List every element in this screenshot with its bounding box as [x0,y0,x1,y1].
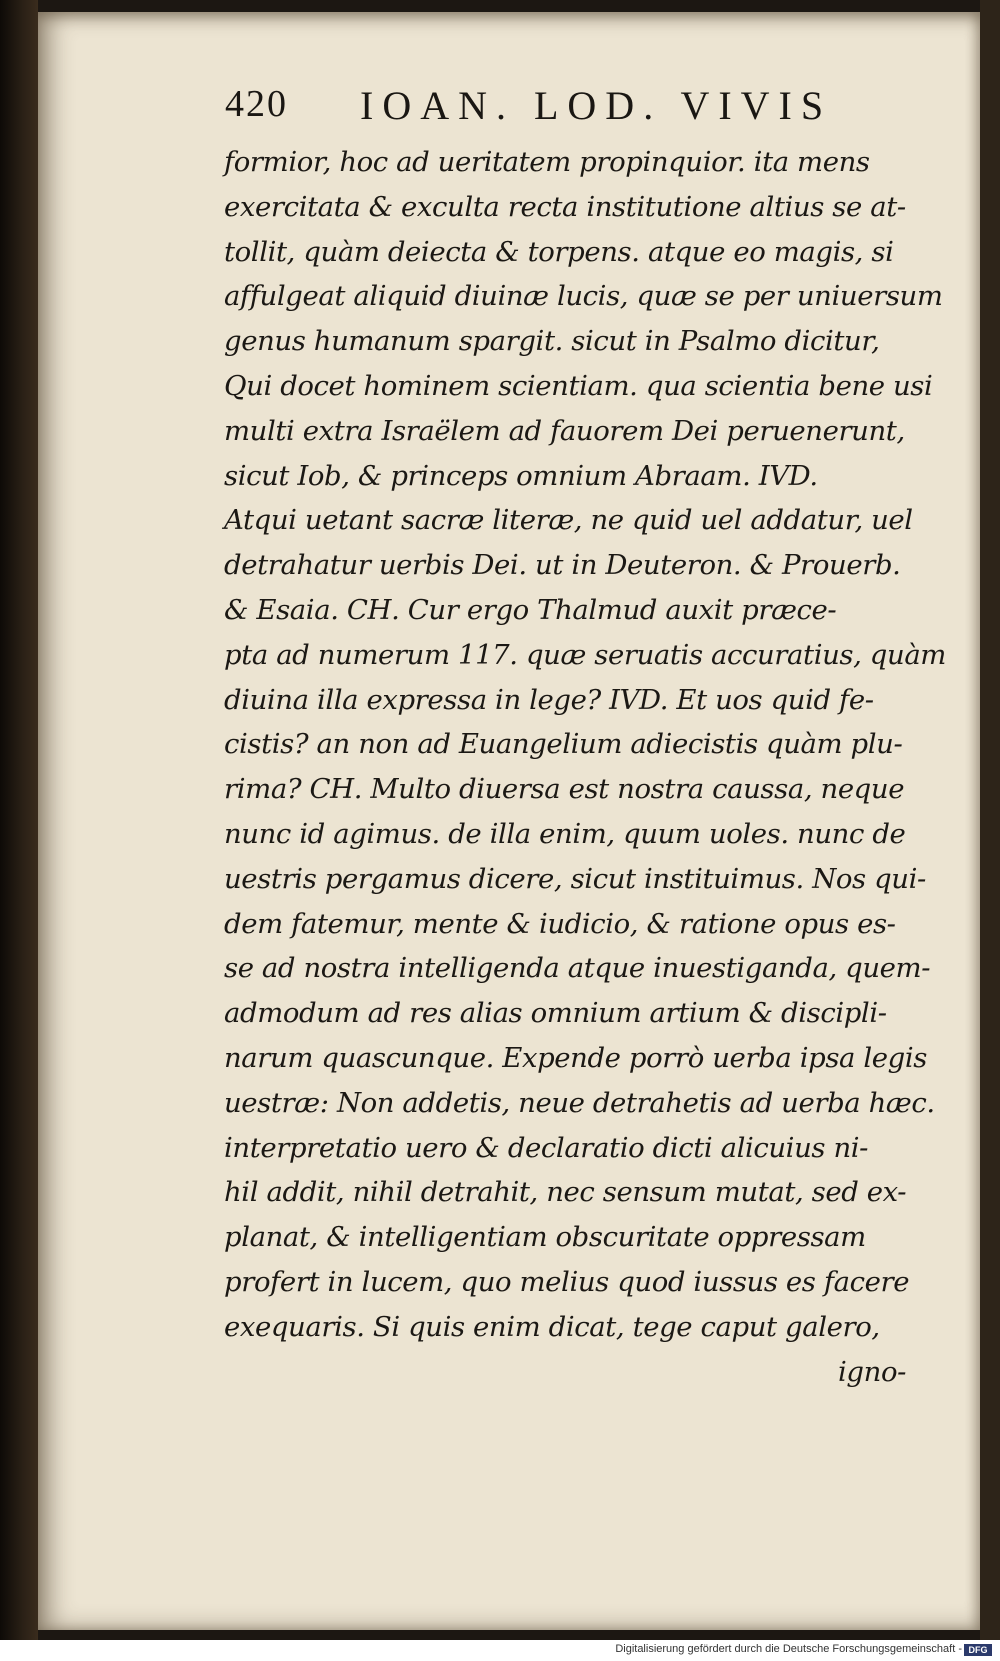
text-line: uestris pergamus dicere, sicut instituimus. Nos qui- [224,862,926,895]
funding-credit: Digitalisierung gefördert durch die Deutsche Forschungsgemeinschaft - [615,1643,962,1655]
book-spine-edge [0,0,38,1640]
text-line: pta ad numerum 117. quæ seruatis accuratius, quàm [224,638,946,671]
page-number: 420 [225,83,288,125]
text-line: se ad nostra intelligenda atque inuestiganda, quem- [224,952,931,985]
text-line: sicut Iob, & princeps omnium Abraam. IVD. [224,459,818,492]
text-line: formior, hoc ad ueritatem propinquior. ita mens [224,146,870,178]
text-line: & Esaia. CH. Cur ergo Thalmud auxit præce- [224,593,837,626]
text-line: exequaris. Si quis enim dicat, tege caput galero, [224,1310,880,1343]
text-line: Atqui uetant sacræ literæ, ne quid uel addatur, uel [224,504,913,537]
running-head: IOAN. LOD. VIVIS [360,83,833,128]
text-line: Qui docet hominem scientiam. qua scientia bene usi [224,369,933,402]
text-line: narum quascunque. Expende porrò uerba ipsa legis [224,1041,927,1074]
text-line: tollit, quàm deiecta & torpens. atque eo magis, si [224,235,894,268]
text-line: interpretatio uero & declaratio dicti alicuius ni- [224,1131,869,1164]
page-header [225,82,865,132]
text-line: planat, & intelligentiam obscuritate oppressam [224,1221,866,1254]
text-line: genus humanum spargit. sicut in Psalmo dicitur, [224,325,880,358]
text-line: hil addit, nihil detrahit, nec sensum mutat, sed ex- [224,1176,907,1209]
text-line: dem fatemur, mente & iudicio, & ratione opus es- [224,907,896,940]
text-line: profert in lucem, quo melius quod iussus es facere [224,1265,910,1298]
text-line: detrahatur uerbis Dei. ut in Deuteron. & Prouerb. [224,549,901,582]
text-line: rima? CH. Multo diuersa est nostra caussa, neque [224,773,905,806]
dfg-logo: DFG [964,1644,992,1656]
text-line: exercitata & exculta recta institutione altius se at- [224,190,906,223]
page-fore-edge [980,0,1000,1640]
text-line: admodum ad res alias omnium artium & discipli- [224,997,887,1030]
text-line: diuina illa expressa in lege? IVD. Et uos quid fe- [224,683,874,716]
text-line: affulgeat aliquid diuinæ lucis, quæ se per uniuersum [224,280,943,313]
text-line: nunc id agimus. de illa enim, quum uoles. nunc de [224,817,906,850]
text-line: cistis? an non ad Euangelium adiecistis quàm plu- [224,728,903,761]
text-line: uestræ: Non addetis, neue detrahetis ad uerba hæc. [224,1086,935,1119]
body-text [224,140,946,1394]
text-line: multi extra Israëlem ad fauorem Dei peruenerunt, [224,414,905,447]
catchword: igno- [838,1355,906,1388]
